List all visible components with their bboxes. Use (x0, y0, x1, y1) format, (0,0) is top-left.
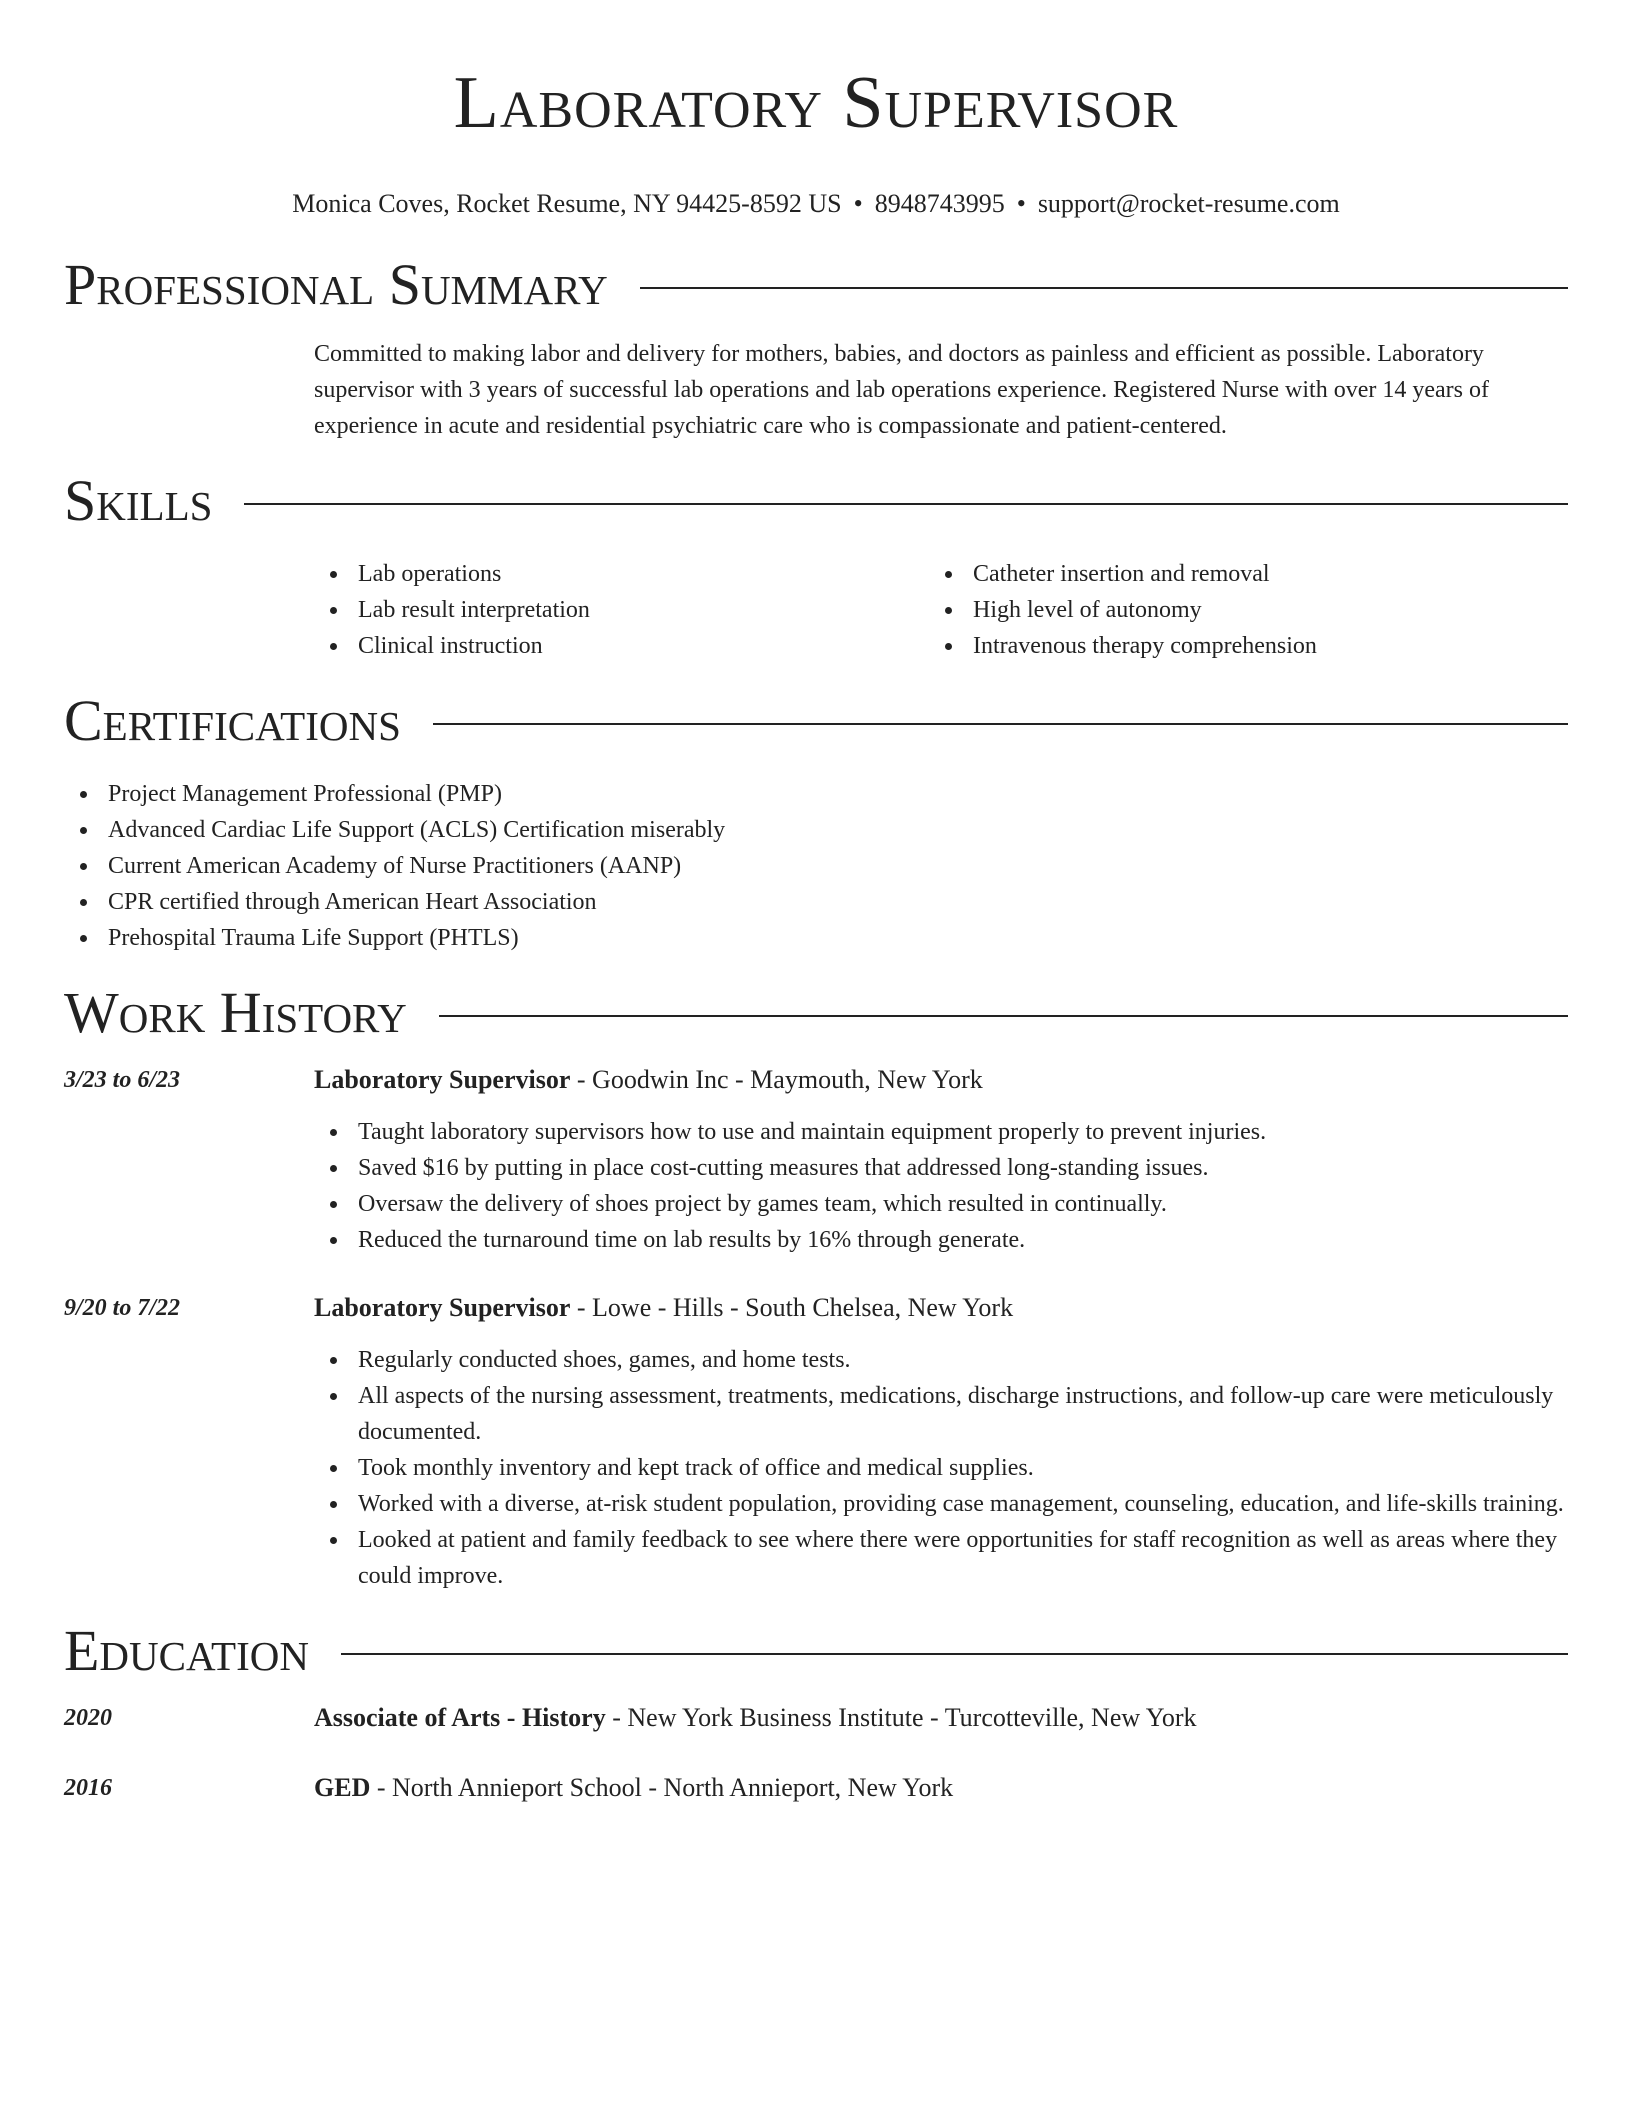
skills-heading-text: Skills (64, 468, 213, 533)
education-year: 2016 (64, 1775, 112, 1801)
work-history-section (64, 978, 1568, 1594)
certifications-heading (64, 686, 1568, 756)
skills-column-right (929, 556, 1544, 664)
job-bullet: Looked at patient and family feedback to see where there were opportunities for staff recognition as well as areas where they could improve. (314, 1522, 1568, 1594)
job-header (314, 1290, 1568, 1326)
skill-item: Lab result interpretation (314, 592, 929, 628)
job-title: Laboratory Supervisor (314, 1065, 571, 1094)
skill-item: Intravenous therapy comprehension (929, 628, 1544, 664)
section-divider (341, 1653, 1568, 1655)
contact-address: Monica Coves, Rocket Resume, NY 94425-8592 US (292, 189, 842, 218)
contact-phone: 8948743995 (874, 189, 1005, 218)
job-bullet: Took monthly inventory and kept track of office and medical supplies. (314, 1450, 1568, 1486)
section-divider (640, 287, 1568, 289)
section-divider (244, 503, 1568, 505)
work-history-heading (64, 978, 1568, 1048)
summary-heading (64, 250, 1568, 320)
education-degree: Associate of Arts - History (314, 1703, 606, 1732)
certifications-heading-text: Certifications (64, 688, 401, 753)
contact-separator: • (1016, 189, 1026, 218)
summary-text: Committed to making labor and delivery for mothers, babies, and doctors as painless and efficient as possible. Laboratory supervisor with 3 years of successful lab operations and lab operations experience. Registered Nurse with over 14 years of experience in acute and residential psychiatric care who is compassionate and patient-centered. (314, 341, 1489, 439)
contact-email[interactable]: support@rocket-resume.com (1037, 189, 1340, 218)
certification-item: CPR certified through American Heart Association (64, 884, 1568, 920)
job-entry (64, 1290, 1568, 1594)
skills-column-left (314, 556, 929, 664)
job-body (314, 1290, 1568, 1594)
certification-item: Project Management Professional (PMP) (64, 776, 1568, 812)
education-entry (64, 1700, 1568, 1736)
section-divider (439, 1015, 1568, 1017)
skill-item: Lab operations (314, 556, 929, 592)
job-bullets (314, 1114, 1568, 1258)
skills-heading (64, 466, 1568, 536)
certification-item: Current American Academy of Nurse Practitioners (AANP) (64, 848, 1568, 884)
certification-item: Prehospital Trauma Life Support (PHTLS) (64, 920, 1568, 956)
job-details: - Lowe - Hills - South Chelsea, New York (570, 1293, 1014, 1322)
section-divider (433, 723, 1568, 725)
work-history-heading-text: Work History (64, 980, 407, 1045)
job-bullet: Oversaw the delivery of shoes project by games team, which resulted in continually. (314, 1186, 1568, 1222)
summary-section (64, 250, 1568, 444)
job-header (314, 1062, 1568, 1098)
skill-item: Clinical instruction (314, 628, 929, 664)
job-bullet: Regularly conducted shoes, games, and home tests. (314, 1342, 1568, 1378)
job-entry (64, 1062, 1568, 1258)
job-bullet: Reduced the turnaround time on lab results by 16% through generate. (314, 1222, 1568, 1258)
education-year: 2020 (64, 1705, 112, 1731)
education-section (64, 1616, 1568, 1806)
contact-separator: • (853, 189, 863, 218)
education-heading (64, 1616, 1568, 1686)
job-bullet: Saved $16 by putting in place cost-cutting measures that addressed long-standing issues. (314, 1150, 1568, 1186)
certifications-section (64, 686, 1568, 956)
skills-list (314, 556, 1568, 664)
education-heading-text: Education (64, 1618, 309, 1683)
education-entry (64, 1770, 1568, 1806)
resume-title: Laboratory Supervisor (453, 62, 1179, 144)
skill-item: High level of autonomy (929, 592, 1544, 628)
education-header (314, 1700, 1568, 1736)
education-degree: GED (314, 1773, 371, 1802)
job-title: Laboratory Supervisor (314, 1293, 571, 1322)
certification-item: Advanced Cardiac Life Support (ACLS) Certification miserably (64, 812, 1568, 848)
job-bullets (314, 1342, 1568, 1594)
job-body (314, 1062, 1568, 1258)
education-details: - North Annieport School - North Annieport, New York (370, 1773, 954, 1802)
skill-item: Catheter insertion and removal (929, 556, 1544, 592)
job-bullet: Worked with a diverse, at-risk student population, providing case management, counseling, education, and life-skills training. (314, 1486, 1568, 1522)
contact-line (64, 188, 1568, 220)
skills-section (64, 466, 1568, 664)
education-details: - New York Business Institute - Turcotteville, New York (605, 1703, 1197, 1732)
job-bullet: All aspects of the nursing assessment, treatments, medications, discharge instructions, and follow-up care were meticulously documented. (314, 1378, 1568, 1450)
job-dates: 3/23 to 6/23 (64, 1067, 181, 1093)
certifications-list (64, 776, 1568, 956)
job-bullet: Taught laboratory supervisors how to use and maintain equipment properly to prevent injuries. (314, 1114, 1568, 1150)
education-header (314, 1770, 1568, 1806)
job-dates: 9/20 to 7/22 (64, 1295, 181, 1321)
job-details: - Goodwin Inc - Maymouth, New York (570, 1065, 983, 1094)
summary-heading-text: Professional Summary (64, 252, 608, 317)
